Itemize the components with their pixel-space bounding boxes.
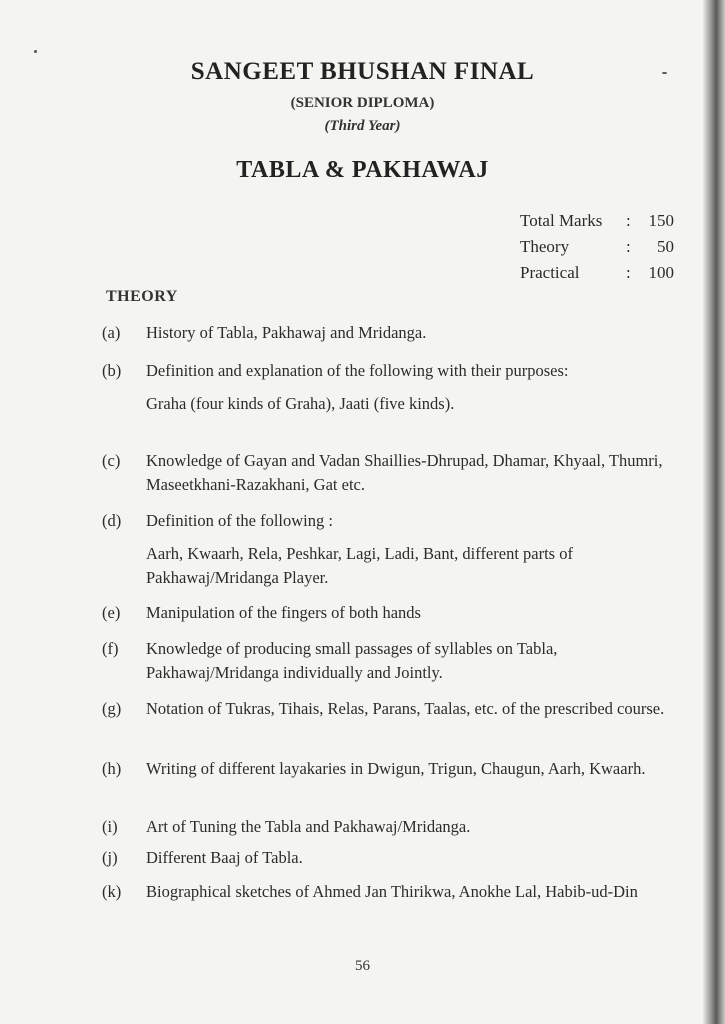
document-year: (Third Year) — [324, 118, 401, 134]
item-letter: (e) — [102, 603, 121, 622]
item-text: Art of Tuning the Tabla and Pakhawaj/Mridanga. — [146, 817, 471, 836]
item-letter: (j) — [102, 848, 118, 867]
item-letter: (f) — [102, 639, 119, 658]
list-item-d — [102, 509, 682, 590]
item-subtext: Graha (four kinds of Graha), Jaati (five kinds). — [146, 394, 455, 413]
item-letter: (h) — [102, 759, 122, 778]
list-item-h — [102, 757, 682, 781]
marks-label: Practical — [520, 263, 580, 282]
item-text: Knowledge of producing small passages of syllables on Tabla, Pakhawaj/Mridanga individually and Jointly. — [146, 639, 558, 682]
item-text: Definition of the following : — [146, 511, 333, 530]
marks-row-total — [520, 208, 674, 234]
marks-table — [520, 208, 674, 286]
item-text: Knowledge of Gayan and Vadan Shaillies-Dhrupad, Dhamar, Khyaal, Thumri, Maseetkhani-Razakhani, Gat etc. — [146, 451, 663, 494]
item-subtext: Aarh, Kwaarh, Rela, Peshkar, Lagi, Ladi, Bant, different parts of Pakhawaj/Mridanga Player. — [146, 544, 573, 587]
document-subtitle: (SENIOR DIPLOMA) — [290, 95, 435, 111]
list-item-e — [102, 601, 682, 625]
marks-value: 150 — [648, 211, 674, 230]
list-item-g — [102, 697, 682, 721]
list-item-f — [102, 637, 682, 685]
marks-row-practical — [520, 260, 674, 286]
marks-label: Total Marks — [520, 211, 603, 230]
list-item-b — [102, 359, 682, 416]
item-text: Biographical sketches of Ahmed Jan Thirikwa, Anokhe Lal, Habib-ud-Din — [146, 882, 638, 901]
marks-colon: : — [626, 263, 631, 282]
item-letter: (a) — [102, 323, 121, 342]
item-letter: (i) — [102, 817, 118, 836]
list-item-j — [102, 846, 682, 870]
item-text: Manipulation of the fingers of both hands — [146, 603, 421, 622]
document-subject: TABLA & PAKHAWAJ — [236, 157, 489, 183]
item-text: Different Baaj of Tabla. — [146, 848, 303, 867]
page-number: 56 — [355, 958, 370, 974]
marks-value: 100 — [648, 263, 674, 282]
page-edge-shadow — [703, 0, 725, 1024]
list-item-i — [102, 815, 682, 839]
item-text: Notation of Tukras, Tihais, Relas, Parans, Taalas, etc. of the prescribed course. — [146, 699, 665, 718]
scan-speck — [34, 50, 37, 53]
item-text: Definition and explanation of the following with their purposes: — [146, 361, 569, 380]
item-letter: (k) — [102, 882, 122, 901]
list-item-a — [102, 321, 682, 345]
item-letter: (b) — [102, 361, 122, 380]
document-title: SANGEET BHUSHAN FINAL — [190, 58, 535, 85]
list-item-c — [102, 449, 682, 497]
item-letter: (g) — [102, 699, 122, 718]
list-item-k — [102, 880, 682, 904]
marks-label: Theory — [520, 237, 570, 256]
marks-colon: : — [626, 237, 631, 256]
item-text: History of Tabla, Pakhawaj and Mridanga. — [146, 323, 427, 342]
marks-value: 50 — [657, 237, 674, 256]
item-text: Writing of different layakaries in Dwigun, Trigun, Chaugun, Aarh, Kwaarh. — [146, 759, 646, 778]
section-heading: THEORY — [106, 288, 178, 305]
marks-colon: : — [626, 211, 631, 230]
item-letter: (d) — [102, 511, 122, 530]
item-letter: (c) — [102, 451, 121, 470]
marks-row-theory — [520, 234, 674, 260]
